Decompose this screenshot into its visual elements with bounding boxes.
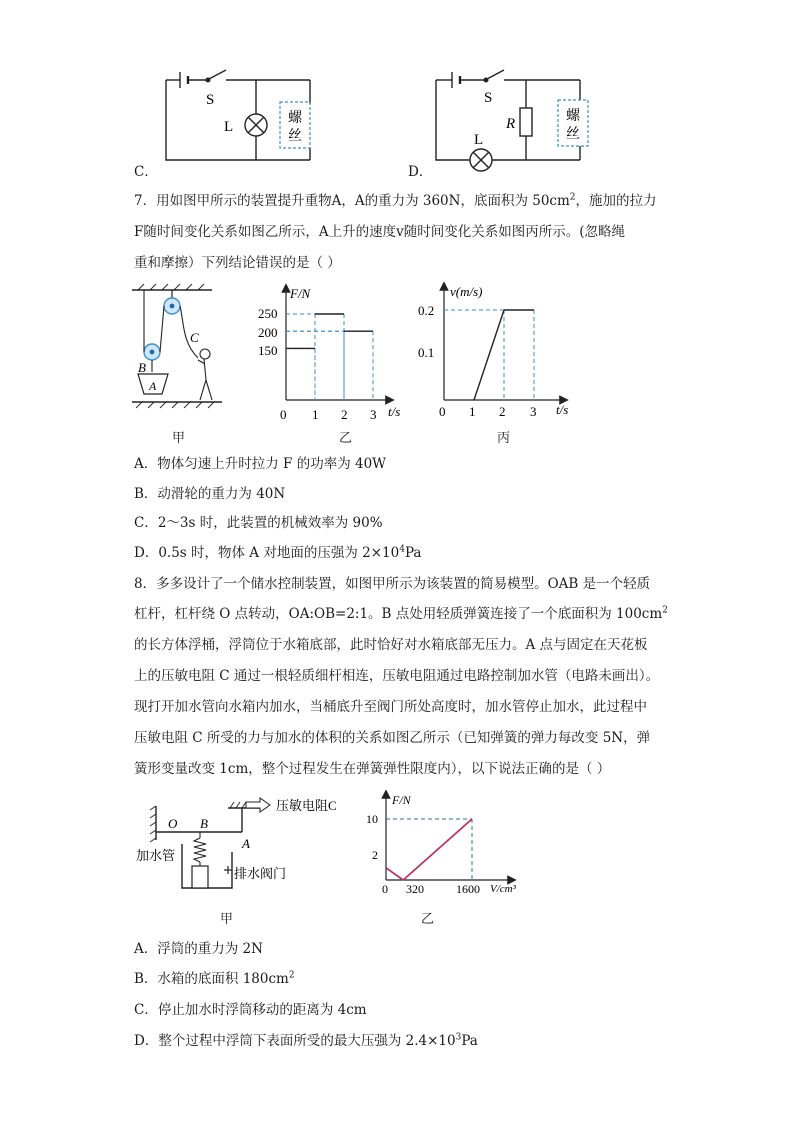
origin-label: 0 bbox=[382, 882, 388, 896]
lamp-icon bbox=[470, 149, 492, 171]
float-bucket bbox=[192, 866, 208, 888]
x-tick-1: 1 bbox=[469, 404, 476, 419]
q8-option-b-sup: 2 bbox=[288, 970, 295, 981]
q8-option-d-unit: Pa bbox=[461, 1033, 478, 1049]
q8-line-7: 簧形变量改变 1cm，整个过程发生在弹簧弹性限度内），以下说法正确的是（ ） bbox=[134, 761, 611, 777]
coil-label-1: 螺 bbox=[288, 111, 302, 126]
lamp-label: L bbox=[224, 119, 234, 135]
q8-line-6: 压敏电阻 C 所受的力与加水的体积的关系如图乙所示（已知弹簧的弹力每改变 5N，弹 bbox=[134, 730, 651, 746]
coil-label-2: 丝 bbox=[288, 129, 302, 144]
q8-option-c[interactable]: C．停止加水时浮筒移动的距离为 4cm bbox=[134, 1002, 367, 1018]
y-tick-200: 200 bbox=[258, 325, 278, 340]
switch-label: S bbox=[484, 90, 493, 106]
q7-option-a[interactable]: A．物体匀速上升时拉力 F 的功率为 40W bbox=[134, 456, 387, 472]
y-axis-label: F/N bbox=[290, 286, 311, 301]
q8-figure-jia bbox=[134, 794, 354, 904]
q8-line-2-sup: 2 bbox=[662, 605, 668, 616]
y-tick-0.1: 0.1 bbox=[418, 345, 435, 360]
q7-bing-caption: 丙 bbox=[497, 431, 511, 446]
q8-jia-caption: 甲 bbox=[220, 912, 234, 927]
q8-option-b[interactable] bbox=[134, 970, 295, 988]
option-c-label: C． bbox=[134, 164, 158, 180]
q8-line-4: 上的压敏电阻 C 通过一根轻质细杆相连，压敏电阻通过电路控制加水管（电路未画出）。 bbox=[134, 668, 660, 684]
q8-chart-force-volume bbox=[362, 790, 532, 904]
y-axis-label: v(m/s) bbox=[450, 284, 483, 299]
label-c: C bbox=[190, 330, 199, 345]
lamp-icon bbox=[245, 114, 267, 136]
origin-label: 0 bbox=[280, 407, 287, 422]
q8-line-1: 8．多多设计了一个储水控制装置，如图甲所示为该装置的简易模型。OAB 是一个轻质 bbox=[134, 576, 651, 592]
spring-icon bbox=[194, 832, 206, 866]
data-segment bbox=[403, 819, 472, 880]
x-tick-1: 1 bbox=[312, 407, 319, 422]
q7-chart-force-time bbox=[252, 282, 402, 432]
y-tick-10: 10 bbox=[366, 812, 378, 826]
x-axis-label: t/s bbox=[556, 402, 569, 417]
label-a: A bbox=[242, 836, 250, 851]
label-b: B bbox=[200, 816, 208, 831]
label-o: O bbox=[168, 816, 178, 831]
y-tick-150: 150 bbox=[258, 343, 278, 358]
x-tick-1600: 1600 bbox=[456, 882, 480, 896]
circuit-diagram-c bbox=[130, 68, 330, 180]
switch-label: S bbox=[206, 92, 215, 108]
q8-option-b-text: B．水箱的底面积 180cm bbox=[134, 971, 289, 987]
resistor-icon bbox=[520, 108, 532, 136]
coil-label-2: 丝 bbox=[566, 127, 580, 142]
q8-line-2-text: 杠杆，杠杆绕 O 点转动，OA:OB=2:1。B 点处用轻质弹簧连接了一个底面积为 100cm bbox=[134, 606, 663, 622]
q7-option-d-text: D．0.5s 时，物体 A 对地面的压强为 2×10 bbox=[134, 545, 400, 561]
label-b: B bbox=[138, 360, 146, 375]
option-d-label: D． bbox=[408, 164, 433, 180]
q8-yi-caption: 乙 bbox=[421, 912, 435, 927]
valve-label: 排水阀门 bbox=[234, 866, 287, 881]
x-tick-320: 320 bbox=[406, 882, 424, 896]
x-axis-label: V/cm³ bbox=[490, 883, 516, 895]
q8-option-a[interactable]: A．浮筒的重力为 2N bbox=[134, 941, 263, 957]
q7-option-c[interactable]: C．2～3s 时，此装置的机械效率为 90% bbox=[134, 515, 383, 531]
coil-label-1: 螺 bbox=[566, 109, 580, 124]
q7-yi-caption: 乙 bbox=[339, 431, 353, 446]
inlet-label: 加水管 bbox=[136, 848, 176, 863]
resistor-label: R bbox=[506, 116, 516, 132]
data-segment bbox=[474, 310, 504, 400]
q8-option-d-sup: 3 bbox=[455, 1032, 462, 1043]
q7-line-1-sup: 2 bbox=[569, 192, 576, 203]
person-icon bbox=[198, 349, 212, 400]
x-axis-label: t/s bbox=[388, 404, 401, 419]
q8-line-5: 现打开加水管向水箱内加水，当桶底升至阀门所处高度时，加水管停止加水，此过程中 bbox=[134, 699, 647, 715]
q7-line-1 bbox=[134, 192, 657, 210]
q7-line-1-text-b: ，施加的拉力 bbox=[575, 193, 657, 209]
x-tick-3: 3 bbox=[530, 404, 537, 419]
arrow-right-icon bbox=[246, 798, 270, 812]
q7-chart-velocity-time bbox=[412, 282, 582, 432]
lamp-label: L bbox=[474, 132, 484, 148]
q7-option-d[interactable] bbox=[134, 544, 421, 562]
x-tick-3: 3 bbox=[370, 407, 377, 422]
x-tick-2: 2 bbox=[341, 407, 348, 422]
q8-line-2 bbox=[134, 605, 668, 623]
origin-label: 0 bbox=[439, 404, 446, 419]
sensor-label: 压敏电阻C bbox=[276, 798, 337, 813]
label-a: A bbox=[149, 379, 157, 393]
q7-jia-caption: 甲 bbox=[172, 431, 186, 446]
q7-line-1-text: 7．用如图甲所示的装置提升重物A，A的重力为 360N，底面积为 50cm bbox=[134, 193, 570, 209]
q7-figure-jia bbox=[128, 282, 228, 432]
q7-option-b[interactable]: B．动滑轮的重力为 40N bbox=[134, 486, 286, 502]
q8-option-d[interactable] bbox=[134, 1032, 478, 1050]
y-tick-2: 2 bbox=[372, 848, 378, 862]
y-axis-label: F/N bbox=[392, 793, 411, 807]
q7-option-d-sup: 4 bbox=[399, 544, 405, 555]
q7-line-2: F随时间变化关系如图乙所示，A上升的速度v随时间变化关系如图丙所示。(忽略绳 bbox=[134, 224, 626, 240]
y-tick-0.2: 0.2 bbox=[418, 303, 435, 318]
q8-option-d-text: D．整个过程中浮筒下表面所受的最大压强为 2.4×10 bbox=[134, 1033, 456, 1049]
y-tick-250: 250 bbox=[258, 306, 278, 321]
q7-line-3: 重和摩擦）下列结论错误的是（ ） bbox=[134, 255, 341, 271]
q7-option-d-unit: Pa bbox=[404, 545, 422, 561]
data-segment bbox=[386, 868, 403, 880]
q8-line-3: 的长方体浮桶，浮筒位于水箱底部，此时恰好对水箱底部无压力。A 点与固定在天花板 bbox=[134, 637, 648, 653]
x-tick-2: 2 bbox=[499, 404, 506, 419]
